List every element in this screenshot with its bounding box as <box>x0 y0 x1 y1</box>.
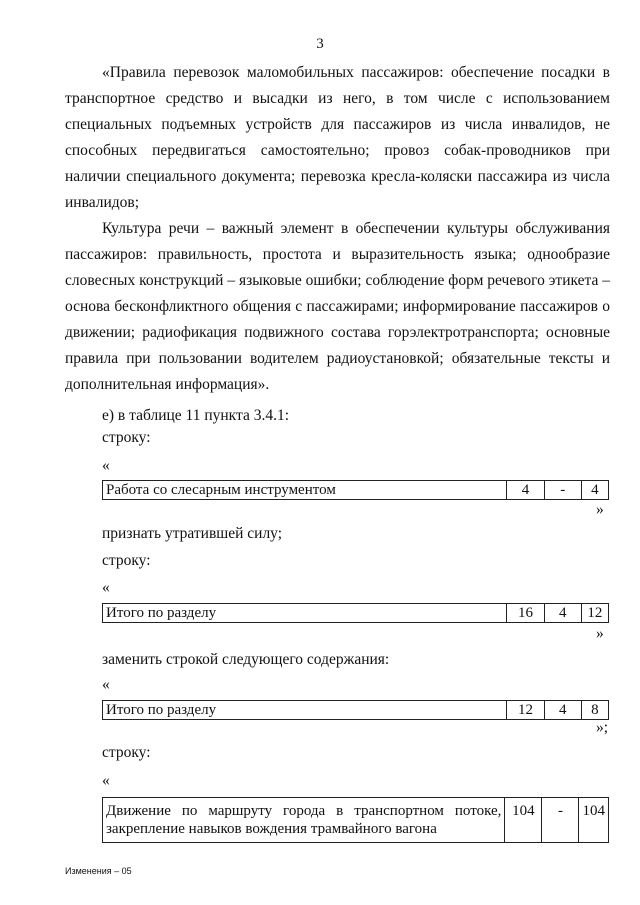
row3-c1: 12 <box>507 701 544 720</box>
table-row-4 <box>102 797 609 843</box>
page-number: 3 <box>316 36 324 52</box>
row-word-3: строку: <box>102 744 151 761</box>
replace-line: заменить строкой следующего содержания: <box>102 651 390 668</box>
row3-c2: 4 <box>544 701 581 720</box>
item-e-line: е) в таблице 11 пункта 3.4.1: <box>102 407 290 424</box>
paragraph-rules: «Правила перевозок маломобильных пассажиров: обеспечение посадки в транспортное средство и высадки из него, в том числе с использованием специальных подъемных устройств для пассажиров из числа инвалидов, не способных передвигаться самостоятельно; провоз собак-проводников при наличии специального документа; перевозка кресла-коляски пассажира из числа инвалидов; <box>65 64 610 211</box>
paragraph-speech-culture: Культура речи – важный элемент в обеспечении культуры обслуживания пассажиров: правильность, простота и выразительность языка; однообразие словесных конструкций – языковые ошибки; соблюдение форм речевого этикета – основа бесконфликтного общения с пассажирами; информирование пассажиров о движении; радиофикация подвижного состава горэлектротранспорта; основные правила при пользовании водителем радиоустановкой; обязательные тексты и дополнительная информация». <box>65 220 610 393</box>
row1-name: Работа со слесарным инструментом <box>103 481 507 500</box>
row-word-1: строку: <box>102 429 151 446</box>
table-row-1 <box>102 480 609 500</box>
row2-c1: 16 <box>507 604 544 623</box>
repeal-line: признать утратившей силу; <box>102 525 283 542</box>
open-quote-3: « <box>102 676 110 693</box>
open-quote-4: « <box>102 772 110 789</box>
close-quote-2: » <box>596 625 604 642</box>
open-quote-1: « <box>102 457 110 474</box>
row4-c2: - <box>542 798 579 843</box>
row4-name: Движение по маршруту города в транспортном потоке, закрепление навыков вождения трамвайного вагона <box>103 798 505 843</box>
close-quote-1: » <box>596 501 604 518</box>
row3-c3: 8 <box>581 701 608 720</box>
row1-c3: 4 <box>581 481 608 500</box>
row1-c1: 4 <box>507 481 544 500</box>
row2-c2: 4 <box>544 604 581 623</box>
row4-c3: 104 <box>579 798 609 843</box>
row3-name: Итого по разделу <box>103 701 507 720</box>
table-row-2 <box>102 603 609 623</box>
footer-revision: Изменения – 05 <box>65 866 132 876</box>
row2-name: Итого по разделу <box>103 604 507 623</box>
table-row-3 <box>102 700 609 720</box>
row1-c2: - <box>544 481 581 500</box>
close-quote-3: »; <box>596 719 609 736</box>
open-quote-2: « <box>102 579 110 596</box>
row-word-2: строку: <box>102 552 151 569</box>
row2-c3: 12 <box>581 604 608 623</box>
row4-c1: 104 <box>505 798 542 843</box>
